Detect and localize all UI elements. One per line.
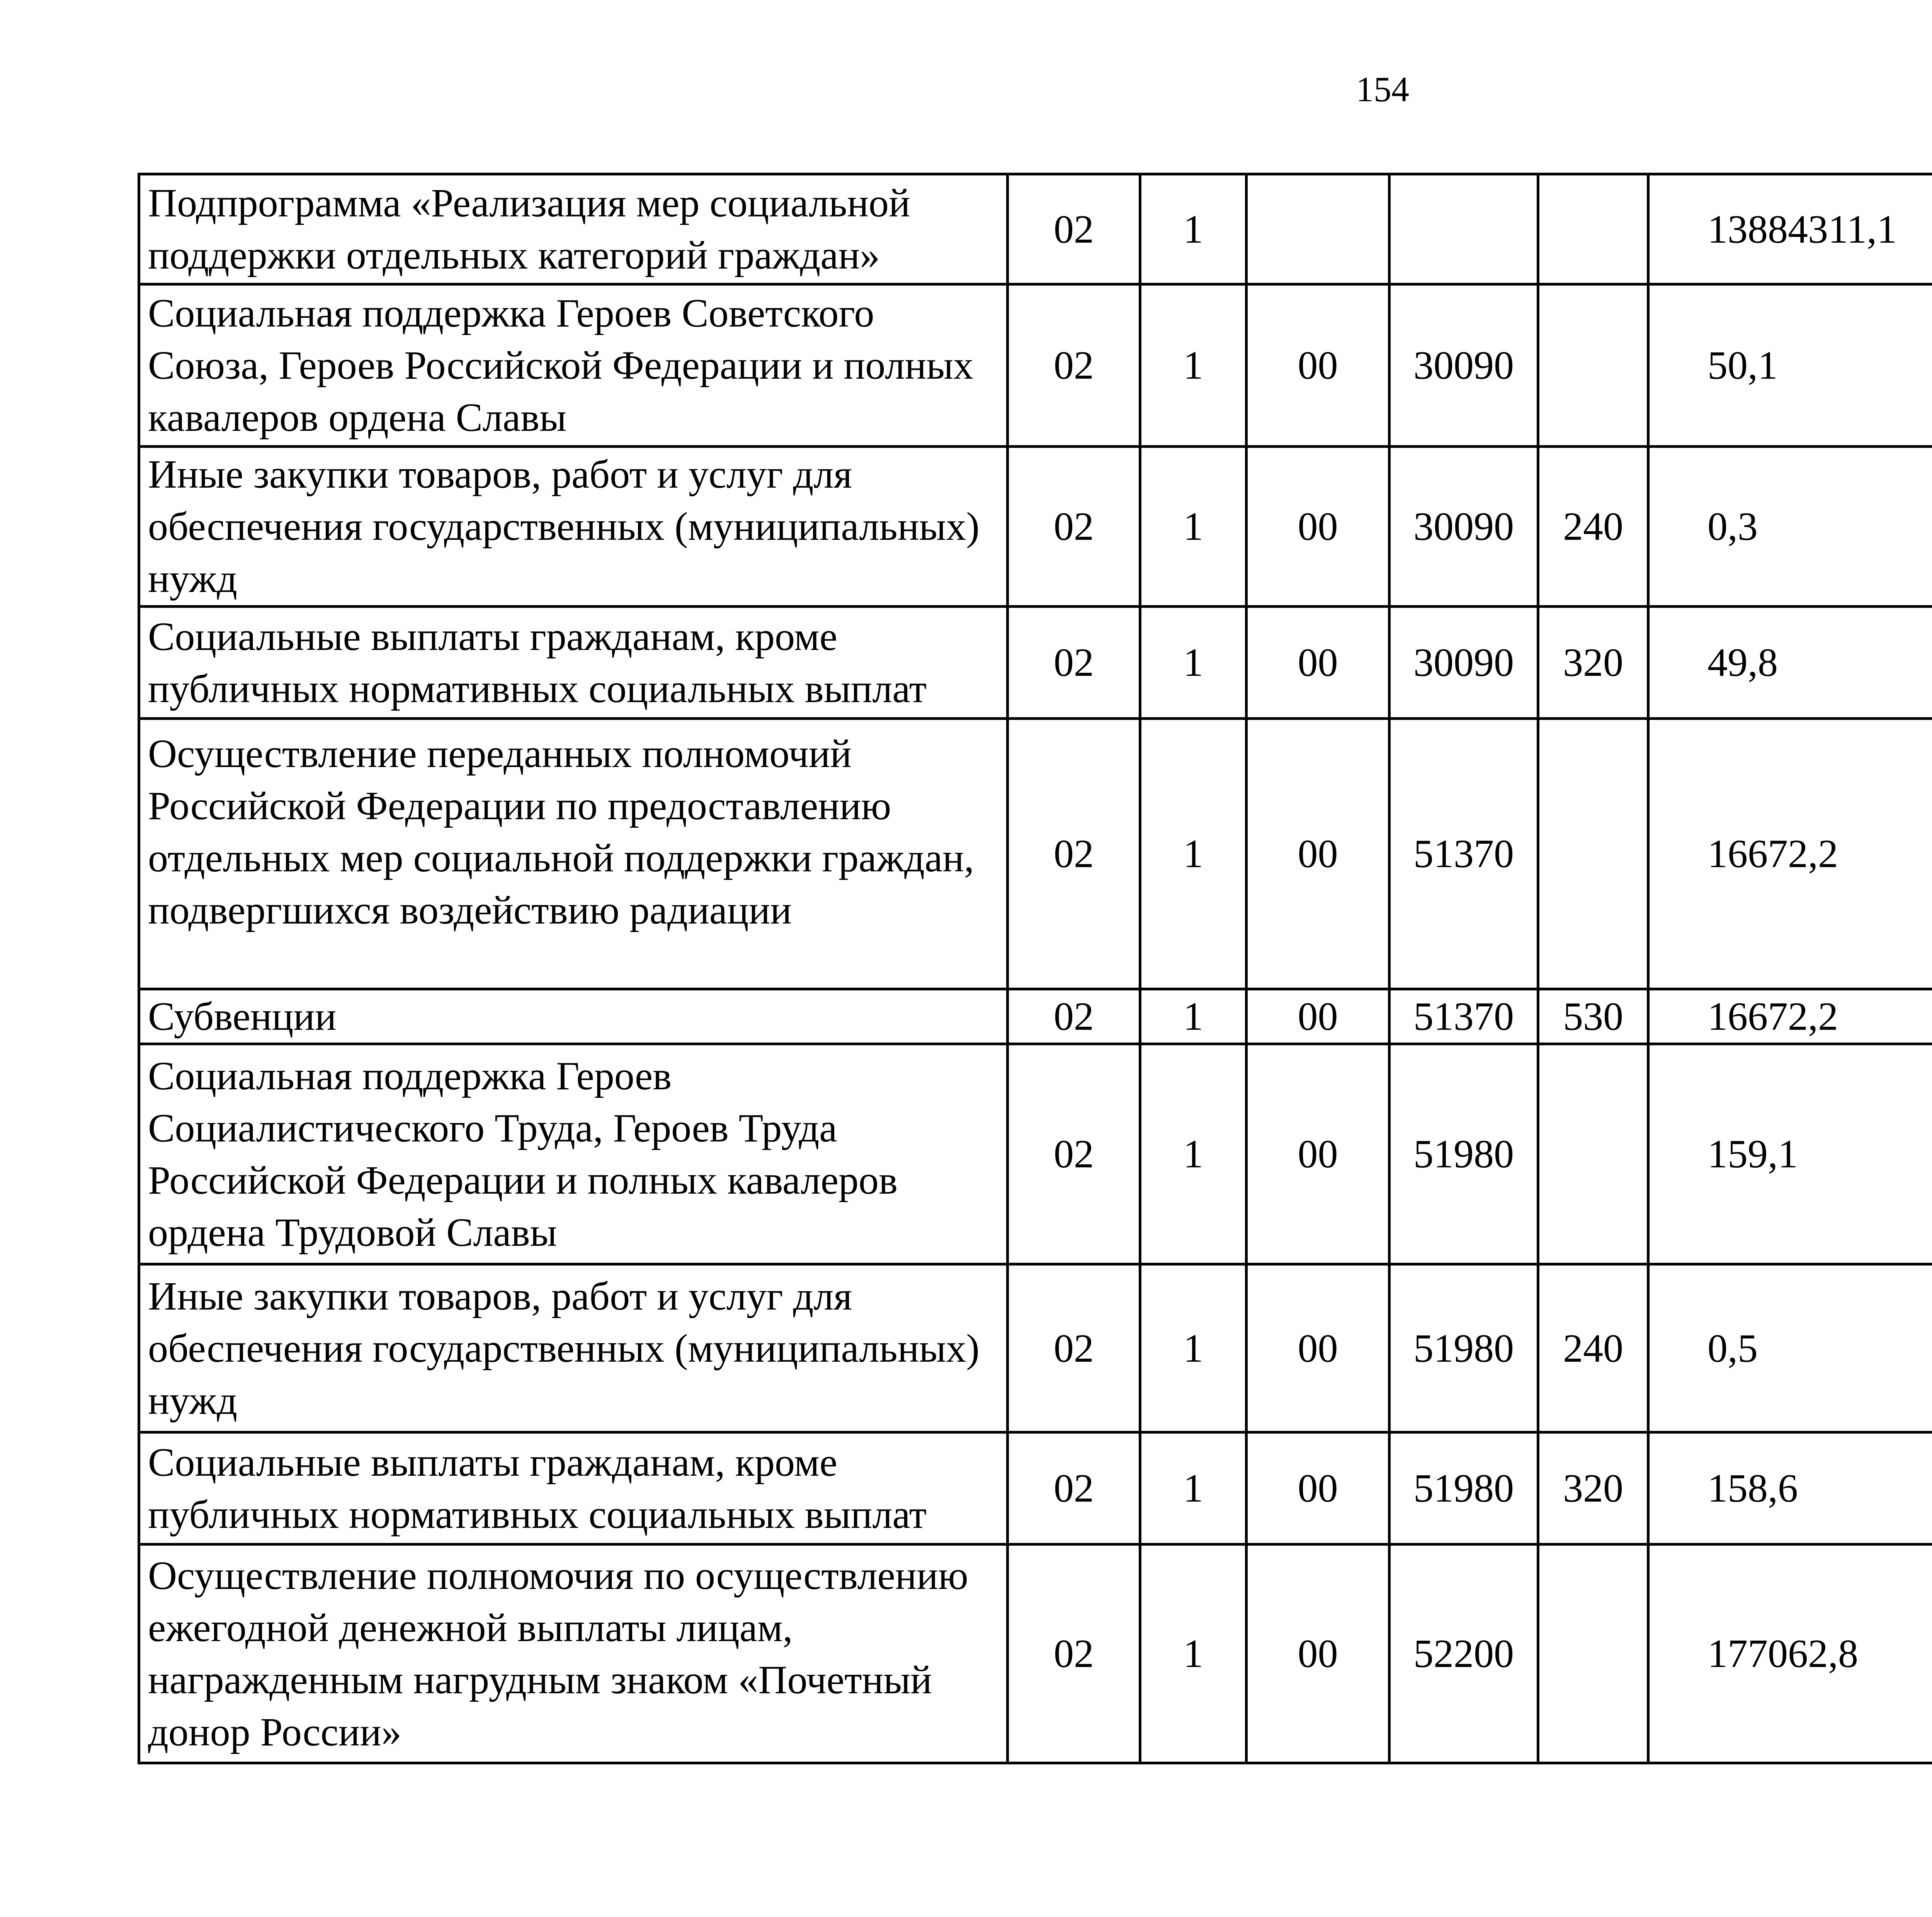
code-subsection: 1 [1140, 1044, 1247, 1264]
code-expense-type: 320 [1538, 607, 1648, 719]
amount-year-1: 0,3 [1648, 447, 1932, 607]
code-expense-type: 530 [1538, 989, 1648, 1044]
code-subsection: 1 [1140, 607, 1247, 719]
row-name: Социальная поддержка Героев Советского Союза, Героев Российской Федерации и полных кавалеров ордена Славы [139, 284, 1008, 447]
table-row [139, 174, 1932, 284]
budget-table [138, 173, 1932, 1764]
code-program [1247, 174, 1389, 284]
code-subsection: 1 [1140, 447, 1247, 607]
code-program: 00 [1247, 1544, 1389, 1763]
code-target: 30090 [1389, 447, 1538, 607]
code-section: 02 [1008, 447, 1140, 607]
row-name: Социальные выплаты гражданам, кроме публичных нормативных социальных выплат [139, 1432, 1008, 1544]
code-expense-type: 240 [1538, 1264, 1648, 1432]
code-program: 00 [1247, 447, 1389, 607]
code-target: 30090 [1389, 607, 1538, 719]
amount-year-1: 158,6 [1648, 1432, 1932, 1544]
code-program: 00 [1247, 989, 1389, 1044]
code-target: 51980 [1389, 1432, 1538, 1544]
code-section: 02 [1008, 1544, 1140, 1763]
code-subsection: 1 [1140, 1264, 1247, 1432]
table-row [139, 1264, 1932, 1432]
table-row [139, 1432, 1932, 1544]
code-expense-type [1538, 719, 1648, 989]
code-section: 02 [1008, 284, 1140, 447]
row-name: Подпрограмма «Реализация мер социальной поддержки отдельных категорий граждан» [139, 174, 1008, 284]
code-program: 00 [1247, 719, 1389, 989]
code-subsection: 1 [1140, 174, 1247, 284]
table-row [139, 284, 1932, 447]
code-target: 52200 [1389, 1544, 1538, 1763]
code-program: 00 [1247, 284, 1389, 447]
row-name: Социальные выплаты гражданам, кроме публичных нормативных социальных выплат [139, 607, 1008, 719]
row-name: Социальная поддержка Героев Социалистического Труда, Героев Труда Российской Федерации и полных кавалеров ордена Трудовой Славы [139, 1044, 1008, 1264]
code-target [1389, 174, 1538, 284]
code-expense-type [1538, 174, 1648, 284]
code-section: 02 [1008, 989, 1140, 1044]
amount-year-1: 50,1 [1648, 284, 1932, 447]
code-target: 30090 [1389, 284, 1538, 447]
amount-year-1: 159,1 [1648, 1044, 1932, 1264]
page-number: 154 [1356, 70, 1409, 109]
table-row [139, 1544, 1932, 1763]
code-section: 02 [1008, 174, 1140, 284]
amount-year-1: 16672,2 [1648, 719, 1932, 989]
code-program: 00 [1247, 607, 1389, 719]
code-section: 02 [1008, 1044, 1140, 1264]
code-program: 00 [1247, 1044, 1389, 1264]
code-program: 00 [1247, 1264, 1389, 1432]
row-name: Иные закупки товаров, работ и услуг для обеспечения государственных (муниципальных) нужд [139, 447, 1008, 607]
amount-year-1: 16672,2 [1648, 989, 1932, 1044]
code-expense-type [1538, 1044, 1648, 1264]
code-section: 02 [1008, 607, 1140, 719]
code-target: 51370 [1389, 719, 1538, 989]
code-expense-type: 240 [1538, 447, 1648, 607]
code-expense-type [1538, 284, 1648, 447]
table-row [139, 989, 1932, 1044]
table-row [139, 1044, 1932, 1264]
table-row [139, 719, 1932, 989]
code-expense-type: 320 [1538, 1432, 1648, 1544]
row-name: Иные закупки товаров, работ и услуг для обеспечения государственных (муниципальных) нужд [139, 1264, 1008, 1432]
amount-year-1: 13884311,1 [1648, 174, 1932, 284]
code-subsection: 1 [1140, 284, 1247, 447]
code-subsection: 1 [1140, 719, 1247, 989]
code-subsection: 1 [1140, 1432, 1247, 1544]
amount-year-1: 0,5 [1648, 1264, 1932, 1432]
code-target: 51980 [1389, 1264, 1538, 1432]
amount-year-1: 177062,8 [1648, 1544, 1932, 1763]
code-subsection: 1 [1140, 1544, 1247, 1763]
table-row [139, 447, 1932, 607]
row-name: Субвенции [139, 989, 1008, 1044]
table-row [139, 607, 1932, 719]
code-expense-type [1538, 1544, 1648, 1763]
code-program: 00 [1247, 1432, 1389, 1544]
code-section: 02 [1008, 1264, 1140, 1432]
amount-year-1: 49,8 [1648, 607, 1932, 719]
code-section: 02 [1008, 1432, 1140, 1544]
code-target: 51980 [1389, 1044, 1538, 1264]
code-section: 02 [1008, 719, 1140, 989]
code-subsection: 1 [1140, 989, 1247, 1044]
row-name: Осуществление полномочия по осуществлению ежегодной денежной выплаты лицам, награжденным нагрудным знаком «Почетный донор России» [139, 1544, 1008, 1763]
code-target: 51370 [1389, 989, 1538, 1044]
row-name: Осуществление переданных полномочий Российской Федерации по предоставлению отдельных мер социальной поддержки граждан, подвергшихся воздействию радиации [139, 719, 1008, 989]
